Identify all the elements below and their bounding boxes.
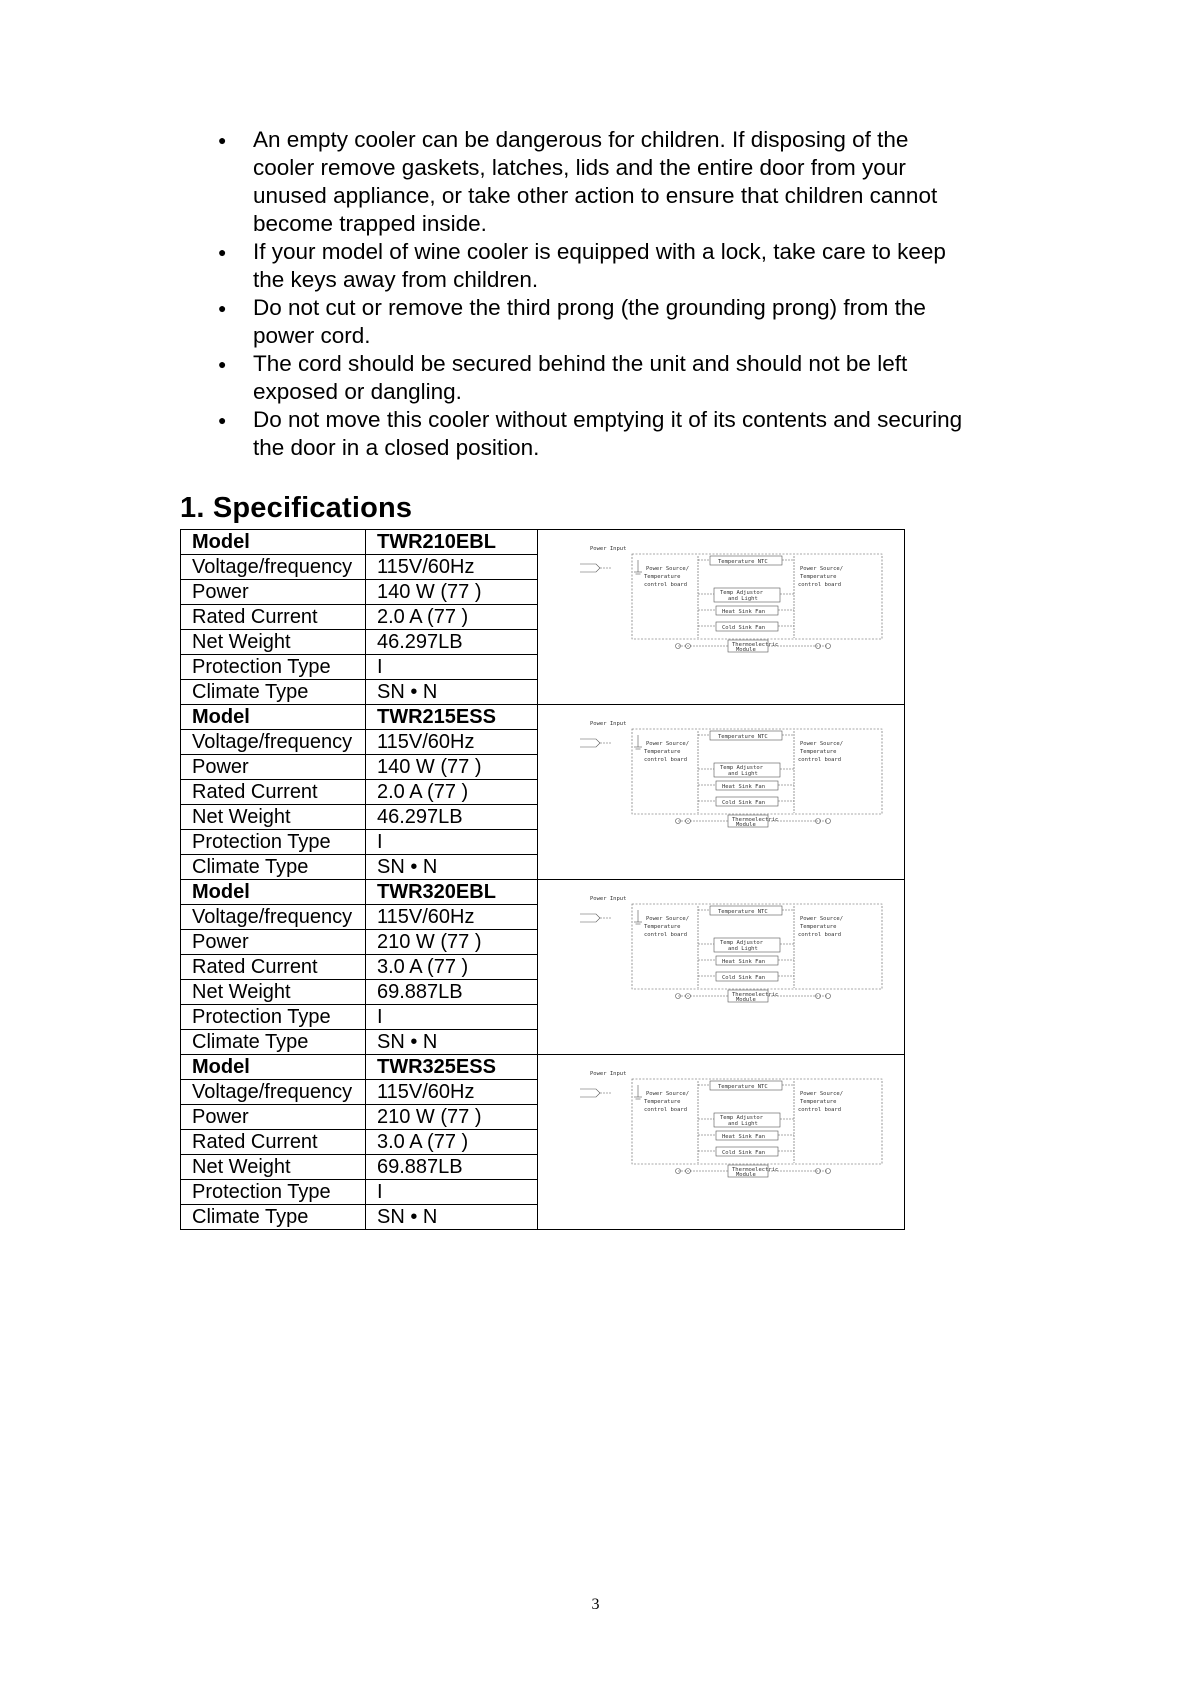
- diagram-label: control board: [644, 757, 688, 763]
- specifications-table: [180, 529, 905, 1230]
- diagram-label: and Light: [728, 596, 758, 602]
- spec-value: 46.297LB: [366, 805, 538, 830]
- diagram-label: Temp Adjustor: [720, 940, 764, 946]
- diagram-label: and Light: [728, 1121, 758, 1127]
- spec-label: Power: [181, 930, 366, 955]
- diagram-label: Heat Sink Fan: [722, 784, 766, 790]
- spec-label: Climate Type: [181, 680, 366, 705]
- diagram-label: Power Source/: [800, 1091, 844, 1097]
- bullet-item: [210, 350, 1030, 406]
- diagram-label: Temperature: [644, 574, 681, 580]
- diagram-label: Temperature: [644, 1099, 681, 1105]
- diagram-label: Power Source/: [646, 741, 690, 747]
- diagram-label: Temperature: [644, 924, 681, 930]
- spec-value: 115V/60Hz: [366, 555, 538, 580]
- spec-label: Power: [181, 1105, 366, 1130]
- spec-value: I: [366, 830, 538, 855]
- spec-value: SN • N: [366, 680, 538, 705]
- power-plug-icon: [580, 1089, 600, 1097]
- wiring-diagram: [538, 530, 904, 690]
- model-header-row: [181, 880, 905, 905]
- model-header-row: [181, 1055, 905, 1080]
- bullet-text-line: Do not move this cooler without emptying it of its contents and securing: [253, 407, 963, 432]
- diagram-label: Temperature NTC: [718, 1084, 768, 1090]
- spec-label: Net Weight: [181, 630, 366, 655]
- diagram-label: control board: [798, 932, 842, 938]
- spec-label: Rated Current: [181, 605, 366, 630]
- diagram-label: and Light: [728, 771, 758, 777]
- bullet-text-line: unused appliance, or take other action to ensure that children cannot: [253, 183, 938, 208]
- diagram-label: Temp Adjustor: [720, 590, 764, 596]
- diagram-label: Cold Sink Fan: [722, 975, 766, 981]
- diagram-label: Temperature: [800, 924, 837, 930]
- diagram-label: Power Input: [590, 721, 627, 727]
- spec-label: Net Weight: [181, 805, 366, 830]
- diagram-label: Cold Sink Fan: [722, 1150, 766, 1156]
- wiring-diagram-cell: [538, 1055, 905, 1230]
- diagram-label: Module: [736, 997, 756, 1003]
- diagram-label: Power Source/: [800, 566, 844, 572]
- spec-value: SN • N: [366, 1030, 538, 1055]
- spec-label: Voltage/frequency: [181, 1080, 366, 1105]
- bullet-dot-icon: ●: [218, 132, 227, 148]
- spec-value: SN • N: [366, 855, 538, 880]
- spec-value: TWR215ESS: [366, 705, 538, 730]
- spec-value: TWR210EBL: [366, 530, 538, 555]
- diagram-label: Temp Adjustor: [720, 1115, 764, 1121]
- spec-value: 2.0 A (77 ): [366, 605, 538, 630]
- spec-value: 3.0 A (77 ): [366, 1130, 538, 1155]
- diagram-label: Power Input: [590, 1071, 627, 1077]
- diagram-label: Temperature: [800, 749, 837, 755]
- bullet-dot-icon: ●: [218, 244, 227, 260]
- spec-value: 69.887LB: [366, 1155, 538, 1180]
- diagram-label: control board: [644, 582, 688, 588]
- diagram-label: control board: [798, 757, 842, 763]
- spec-value: 69.887LB: [366, 980, 538, 1005]
- diagram-label: Power Source/: [800, 916, 844, 922]
- spec-label: Net Weight: [181, 980, 366, 1005]
- spec-label: Power: [181, 580, 366, 605]
- bullet-text-line: If your model of wine cooler is equipped with a lock, take care to keep: [253, 239, 946, 264]
- spec-value: 210 W (77 ): [366, 930, 538, 955]
- diagram-label: Temperature NTC: [718, 559, 768, 565]
- spec-label: Model: [181, 1055, 366, 1080]
- bullet-text-line: the door in a closed position.: [253, 435, 540, 460]
- diagram-label: Cold Sink Fan: [722, 800, 766, 806]
- model-header-row: [181, 705, 905, 730]
- bullet-item: [210, 238, 1030, 294]
- diagram-label: control board: [798, 1107, 842, 1113]
- spec-value: I: [366, 1180, 538, 1205]
- diagram-label: Power Source/: [646, 566, 690, 572]
- spec-label: Power: [181, 755, 366, 780]
- diagram-label: Thermoelectric: [732, 992, 779, 998]
- diagram-label: control board: [798, 582, 842, 588]
- diagram-label: Power Input: [590, 546, 627, 552]
- diagram-label: Cold Sink Fan: [722, 625, 766, 631]
- spec-label: Net Weight: [181, 1155, 366, 1180]
- spec-value: TWR320EBL: [366, 880, 538, 905]
- bullet-dot-icon: ●: [218, 412, 227, 428]
- spec-label: Climate Type: [181, 855, 366, 880]
- spec-label: Model: [181, 530, 366, 555]
- diagram-label: Module: [736, 1172, 756, 1178]
- spec-label: Voltage/frequency: [181, 555, 366, 580]
- spec-value: 46.297LB: [366, 630, 538, 655]
- wiring-diagram-cell: [538, 705, 905, 880]
- spec-label: Protection Type: [181, 1180, 366, 1205]
- diagram-label: Thermoelectric: [732, 642, 779, 648]
- page-number: 3: [591, 1596, 600, 1613]
- spec-label: Climate Type: [181, 1030, 366, 1055]
- diagram-label: Temperature: [644, 749, 681, 755]
- bullet-item: [210, 126, 1030, 238]
- safety-bullet-list: [210, 126, 1030, 462]
- spec-label: Voltage/frequency: [181, 905, 366, 930]
- spec-label: Rated Current: [181, 780, 366, 805]
- section-title: 1. Specifications: [180, 492, 413, 524]
- bullet-text-line: exposed or dangling.: [253, 379, 462, 404]
- spec-label: Protection Type: [181, 655, 366, 680]
- spec-value: 115V/60Hz: [366, 1080, 538, 1105]
- diagram-label: control board: [644, 932, 688, 938]
- diagram-label: Power Source/: [646, 916, 690, 922]
- spec-value: I: [366, 1005, 538, 1030]
- wiring-diagram-cell: [538, 530, 905, 705]
- diagram-label: Temperature NTC: [718, 734, 768, 740]
- diagram-label: Temp Adjustor: [720, 765, 764, 771]
- wiring-diagram-cell: [538, 880, 905, 1055]
- model-header-row: [181, 530, 905, 555]
- bullet-dot-icon: ●: [218, 300, 227, 316]
- spec-label: Voltage/frequency: [181, 730, 366, 755]
- spec-label: Climate Type: [181, 1205, 366, 1230]
- diagram-label: Module: [736, 822, 756, 828]
- spec-value: 2.0 A (77 ): [366, 780, 538, 805]
- wiring-diagram: [538, 880, 904, 1040]
- spec-label: Protection Type: [181, 830, 366, 855]
- bullet-text-line: Do not cut or remove the third prong (the grounding prong) from the: [253, 295, 926, 320]
- spec-value: 115V/60Hz: [366, 730, 538, 755]
- spec-label: Protection Type: [181, 1005, 366, 1030]
- bullet-text-line: the keys away from children.: [253, 267, 539, 292]
- spec-value: TWR325ESS: [366, 1055, 538, 1080]
- diagram-label: Module: [736, 647, 756, 653]
- bullet-text-line: The cord should be secured behind the unit and should not be left: [253, 351, 908, 376]
- spec-value: 140 W (77 ): [366, 580, 538, 605]
- spec-value: 3.0 A (77 ): [366, 955, 538, 980]
- bullet-text-line: power cord.: [253, 323, 371, 348]
- diagram-label: Temperature NTC: [718, 909, 768, 915]
- spec-label: Model: [181, 705, 366, 730]
- wiring-diagram: [538, 705, 904, 865]
- diagram-label: and Light: [728, 946, 758, 952]
- diagram-label: Power Source/: [646, 1091, 690, 1097]
- bullet-item: [210, 406, 1030, 462]
- spec-value: 210 W (77 ): [366, 1105, 538, 1130]
- diagram-label: Temperature: [800, 1099, 837, 1105]
- spec-label: Model: [181, 880, 366, 905]
- spec-value: I: [366, 655, 538, 680]
- diagram-label: Thermoelectric: [732, 817, 779, 823]
- bullet-text-line: cooler remove gaskets, latches, lids and the entire door from your: [253, 155, 906, 180]
- spec-value: 140 W (77 ): [366, 755, 538, 780]
- diagram-label: control board: [644, 1107, 688, 1113]
- power-plug-icon: [580, 564, 600, 572]
- spec-label: Rated Current: [181, 955, 366, 980]
- diagram-label: Power Input: [590, 896, 627, 902]
- diagram-label: Heat Sink Fan: [722, 1134, 766, 1140]
- bullet-item: [210, 294, 1030, 350]
- diagram-label: Thermoelectric: [732, 1167, 779, 1173]
- bullet-text-line: become trapped inside.: [253, 211, 487, 236]
- diagram-label: Temperature: [800, 574, 837, 580]
- spec-label: Rated Current: [181, 1130, 366, 1155]
- diagram-label: Heat Sink Fan: [722, 959, 766, 965]
- power-plug-icon: [580, 739, 600, 747]
- power-plug-icon: [580, 914, 600, 922]
- diagram-label: Heat Sink Fan: [722, 609, 766, 615]
- spec-value: 115V/60Hz: [366, 905, 538, 930]
- spec-value: SN • N: [366, 1205, 538, 1230]
- wiring-diagram: [538, 1055, 904, 1215]
- bullet-text-line: An empty cooler can be dangerous for children. If disposing of the: [253, 127, 909, 152]
- bullet-dot-icon: ●: [218, 356, 227, 372]
- diagram-label: Power Source/: [800, 741, 844, 747]
